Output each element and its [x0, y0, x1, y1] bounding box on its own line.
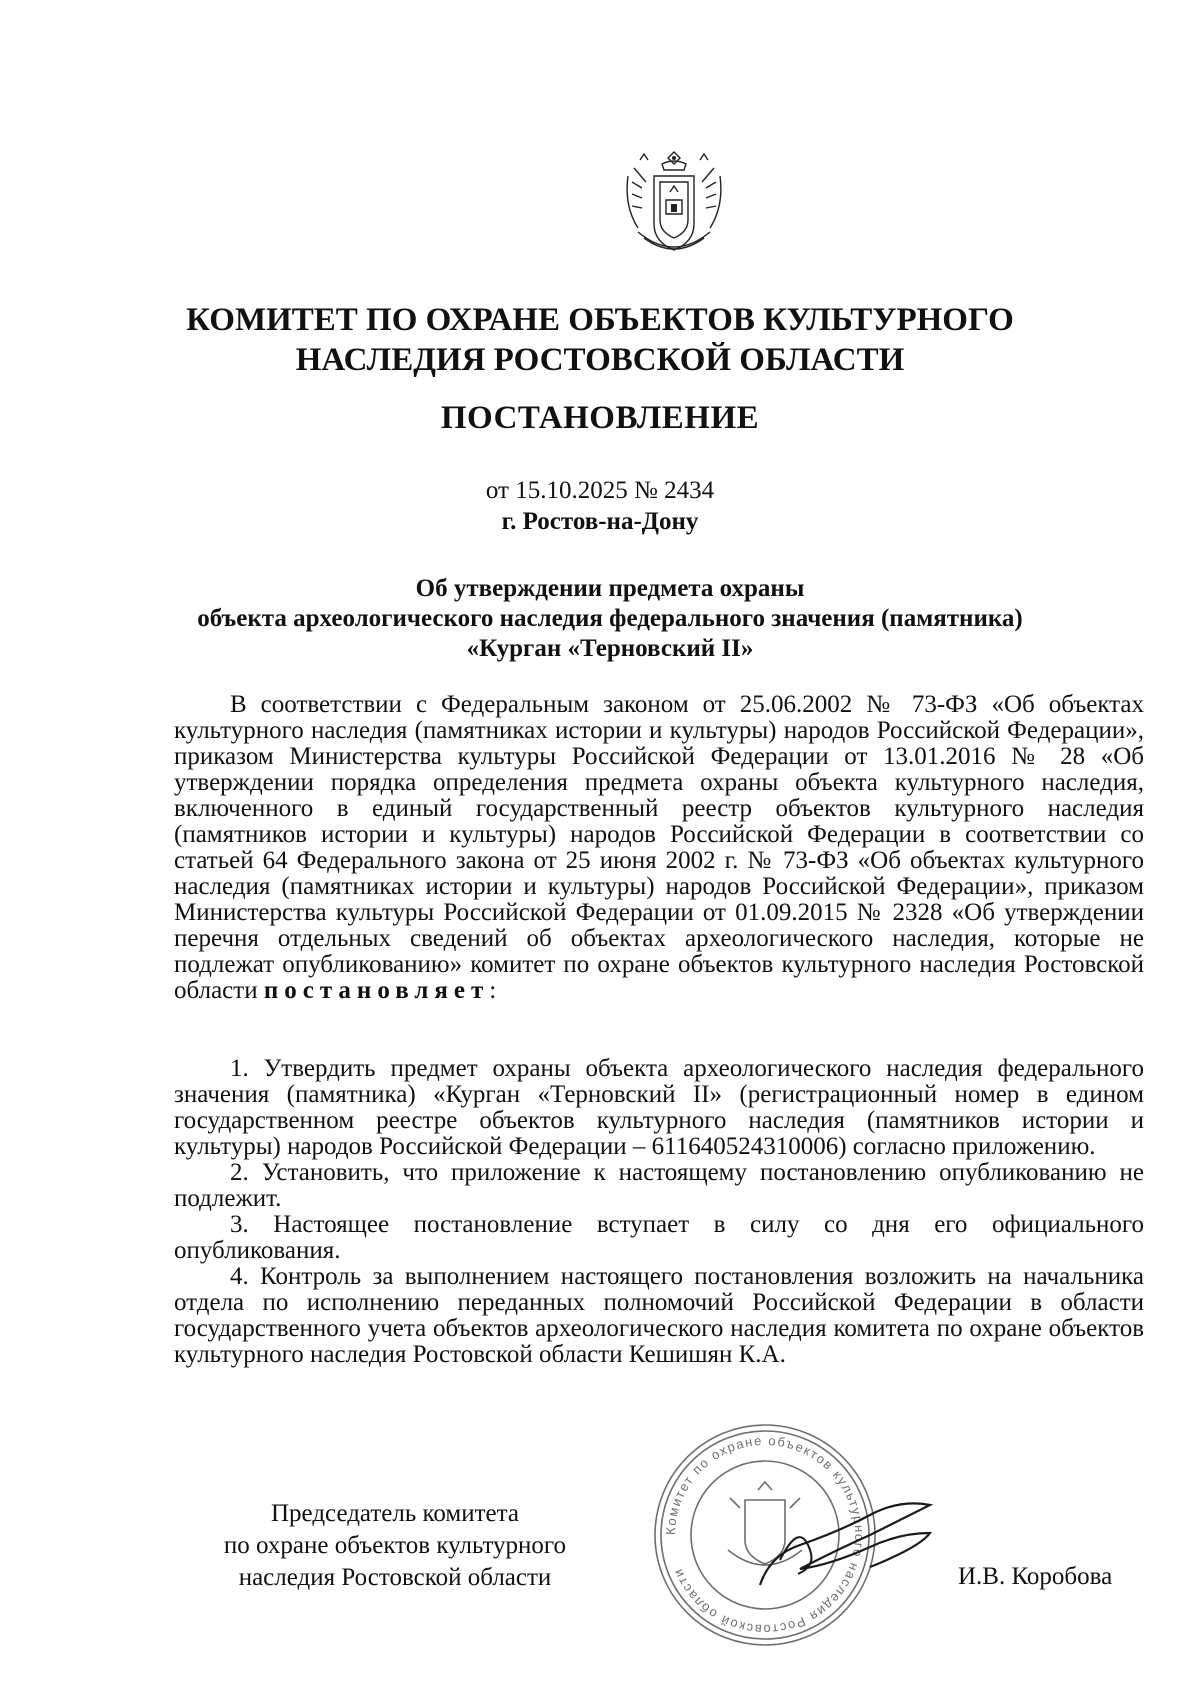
list-item: 4. Контроль за выполнением настоящего постановления возложить на начальника отдела по исполнению переданных полномочий Российской Федерации в области государственного учета объектов археологического наследия комитета по охране объектов культурного наследия Ростовской области Кешишян К.А.: [174, 1263, 1144, 1368]
signatory-title-line-3: наследия Ростовской области: [238, 1564, 552, 1591]
preamble-tail: :: [489, 977, 497, 1004]
org-line-2: НАСЛЕДИЯ РОСТОВСКОЙ ОБЛАСТИ: [295, 342, 905, 378]
signatory-name: И.В. Коробова: [958, 1563, 1113, 1590]
list-item: 3. Настоящее постановление вступает в силу со дня его официального опубликования.: [174, 1211, 1144, 1264]
city: г. Ростов-на-Дону: [501, 508, 699, 535]
signatory-title-line-1: Председатель комитета: [271, 1500, 519, 1527]
subject-line-1: Об утверждении предмета охраны: [415, 575, 805, 602]
coat-of-arms-emblem: [614, 146, 734, 268]
subject-line-3: «Курган «Терновский II»: [466, 635, 754, 662]
decree-word: постановляет: [263, 977, 490, 1004]
handwritten-signature: [740, 1490, 970, 1600]
list-item: 2. Установить, что приложение к настоящему постановлению опубликованию не подлежит.: [174, 1159, 1144, 1212]
list-item: 1. Утвердить предмет охраны объекта археологического наследия федерального значения (памятника) «Курган «Терновский II» (регистрационный номер в едином государственном реестре объектов культурного наследия (памятников истории и культуры) народов Российской Федерации – 611640524310006) согласно приложению.: [174, 1055, 1144, 1160]
signatory-title: [185, 1498, 605, 1594]
resolution-items: [174, 1056, 1144, 1368]
document-type: ПОСТАНОВЛЕНИЕ: [440, 400, 760, 436]
date-number: от 15.10.2025 № 2434: [485, 477, 715, 504]
preamble-paragraph: [174, 692, 1144, 1004]
signatory-title-line-2: по охране объектов культурного: [223, 1532, 567, 1559]
org-line-1: КОМИТЕТ ПО ОХРАНЕ ОБЪЕКТОВ КУЛЬТУРНОГО: [186, 302, 1014, 338]
preamble-text: В соответствии с Федеральным законом от 25.06.2002 № 73-ФЗ «Об объектах культурного наследия (памятниках истории и культуры) народов Российской Федерации», приказом Министерства культуры Российской Федерации от 13.01.2016 № 28 «Об утверждении порядка определения предмета охраны объекта культурного наследия, включенного в единый государственный реестр объектов культурного наследия (памятников истории и культуры) народов Российской Федерации в соответствии со статьей 64 Федерального закона от 25 июня 2002 г. № 73-ФЗ «Об объектах культурного наследия (памятниках истории и культуры) народов Российской Федерации», приказом Министерства культуры Российской Федерации от 01.09.2015 № 2328 «Об утверждении перечня отдельных сведений об объектах археологического наследия, которые не подлежат опубликованию» комитет по охране объектов культурного наследия Ростовской области: [174, 691, 1144, 1004]
organization-name: [150, 300, 1050, 380]
stamp-ring-text: Комитет по охране объектов культурного наследия Ростовской области: [662, 1432, 868, 1638]
subject-line-2: объекта археологического наследия федерального значения (памятника): [197, 605, 1023, 632]
document-subject: [110, 574, 1110, 664]
